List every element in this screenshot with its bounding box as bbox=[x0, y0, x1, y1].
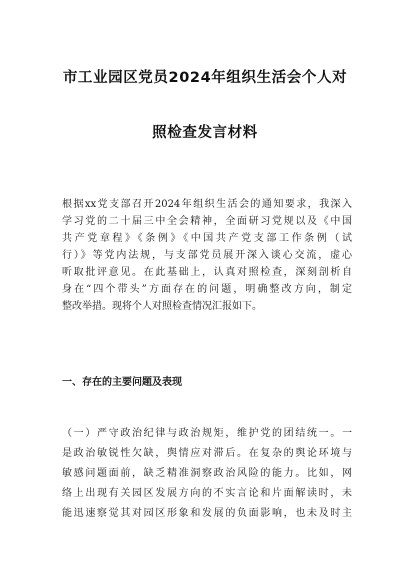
intro-line: 共产党章程》《条例》《中国共产党支部工作条例（试 bbox=[62, 233, 352, 244]
intro-line: 根据xx党支部召开2024年组织生活会的通知要求，我深入 bbox=[62, 199, 352, 210]
intro-line: 行）》等党内法规，与支部党员展开深入谈心交流，虚心 bbox=[62, 250, 352, 261]
intro-line: 学习党的二十届三中全会精神，全面研习党规以及《中国 bbox=[62, 216, 352, 227]
paragraph-line: 能迅速察觉其对园区形象和发展的负面影响，也未及时主 bbox=[62, 508, 352, 519]
intro-line: 整改举措。现将个人对照检查情况汇报如下。 bbox=[62, 301, 262, 312]
paragraph-line: 敏感问题面前，缺乏精准洞察政治风险的能力。比如，网 bbox=[62, 468, 352, 479]
paragraph-line: 是政治敏锐性欠缺，舆情应对滞后。在复杂的舆论环境与 bbox=[62, 448, 352, 459]
paragraph-line: （一）严守政治纪律与政治规矩，维护党的团结统一。一 bbox=[62, 428, 352, 439]
paragraph-line: 络上出现有关园区发展方向的不实言论和片面解读时，未 bbox=[62, 488, 352, 499]
intro-line: 身在“四个带头”方面存在的问题，明确整改方向，制定 bbox=[62, 284, 352, 295]
document-title-line-1: 市工业园区党员2024年组织生活会个人对 bbox=[62, 70, 348, 86]
section-heading-1: 一、存在的主要问题及表现 bbox=[62, 377, 182, 388]
document-title-line-2: 照检查发言材料 bbox=[152, 125, 258, 141]
intro-line: 听取批评意见。在此基础上，认真对照检查，深刻剖析自 bbox=[62, 267, 352, 278]
